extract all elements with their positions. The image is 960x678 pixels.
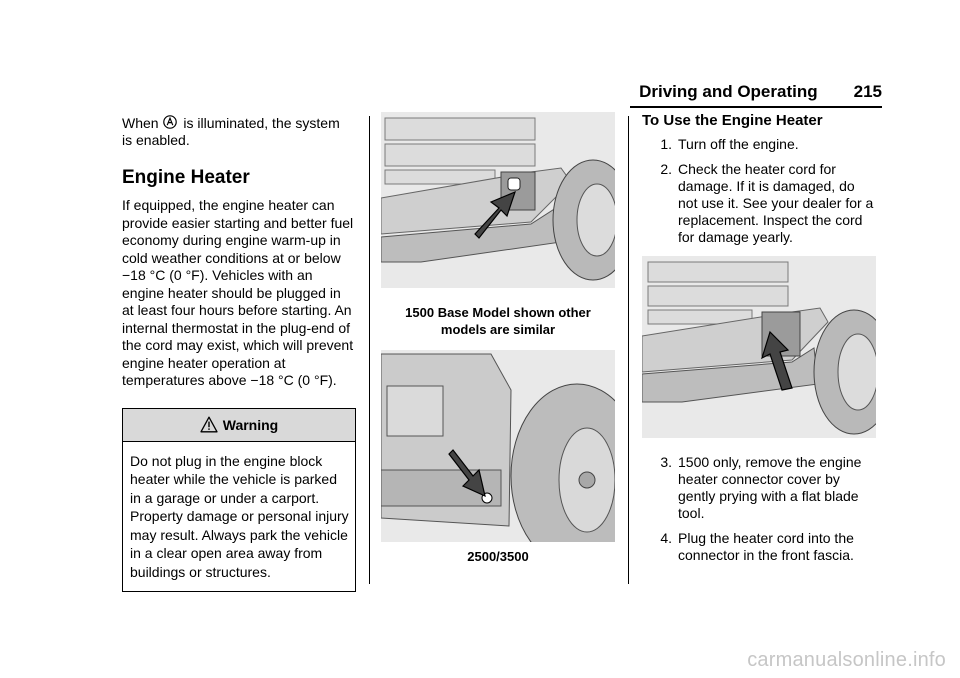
page-number: 215 (853, 82, 882, 101)
section-title: Engine Heater (122, 167, 250, 188)
engine-heater-2500-figure (381, 350, 615, 542)
warning-text: Do not plug in the engine block heater while the vehicle is parked in a garage or under a carport. Property damage or personal injury may result. Always park the vehicle in a clear open area away from buildings or structures. (130, 452, 349, 580)
column-divider-2 (628, 116, 629, 584)
header-rule (630, 106, 882, 108)
column-1 (122, 112, 356, 592)
intro-text-line2: is enabled. (122, 132, 190, 148)
figure2-caption: 2500/3500 (467, 549, 529, 564)
warning-triangle-icon (200, 416, 218, 433)
procedure-steps (642, 136, 876, 246)
warning-header (123, 409, 355, 442)
step-item: 2. Check the heater cord for damage. If it is damaged, do not use it. See your dealer for a replacement. Inspect the cord for damage yearly. (660, 161, 874, 245)
intro-paragraph (122, 114, 356, 149)
warning-title: Warning (222, 416, 279, 433)
step-item: 3. 1500 only, remove the engine heater connector cover by gently prying with a flat blade tool. (660, 454, 862, 521)
figure1-caption: 1500 Base Model shown other models are similar (405, 305, 591, 337)
auto-mode-icon (163, 114, 177, 130)
section-name: Driving and Operating (639, 82, 818, 101)
running-header (600, 82, 882, 102)
intro-text-start: When (122, 115, 159, 131)
step-item: 1. Turn off the engine. (660, 136, 799, 152)
column-divider-1 (369, 116, 370, 584)
engine-heater-1500-figure (381, 112, 615, 288)
watermark: carmanualsonline.info (747, 649, 946, 671)
connector-cover-figure (642, 256, 876, 438)
engine-heater-description: If equipped, the engine heater can provide easier starting and better fuel economy during engine warm-up in cold weather conditions at or below −18 °C (0 °F). Vehicles with an engine heater should be plugged in at least four hours before starting. An internal thermostat in the plug-end of the cord may exist, which will prevent engine heater operation at temperatures above −18 °C (0 °F). (122, 197, 354, 388)
column-2 (381, 112, 615, 565)
column-3 (642, 112, 876, 572)
intro-text-end: is illuminated, the system (179, 115, 340, 131)
warning-box (122, 408, 356, 593)
step-item: 4. Plug the heater cord into the connector in the front fascia. (660, 530, 854, 563)
procedure-steps-continued (642, 454, 876, 564)
procedure-title: To Use the Engine Heater (642, 112, 823, 129)
